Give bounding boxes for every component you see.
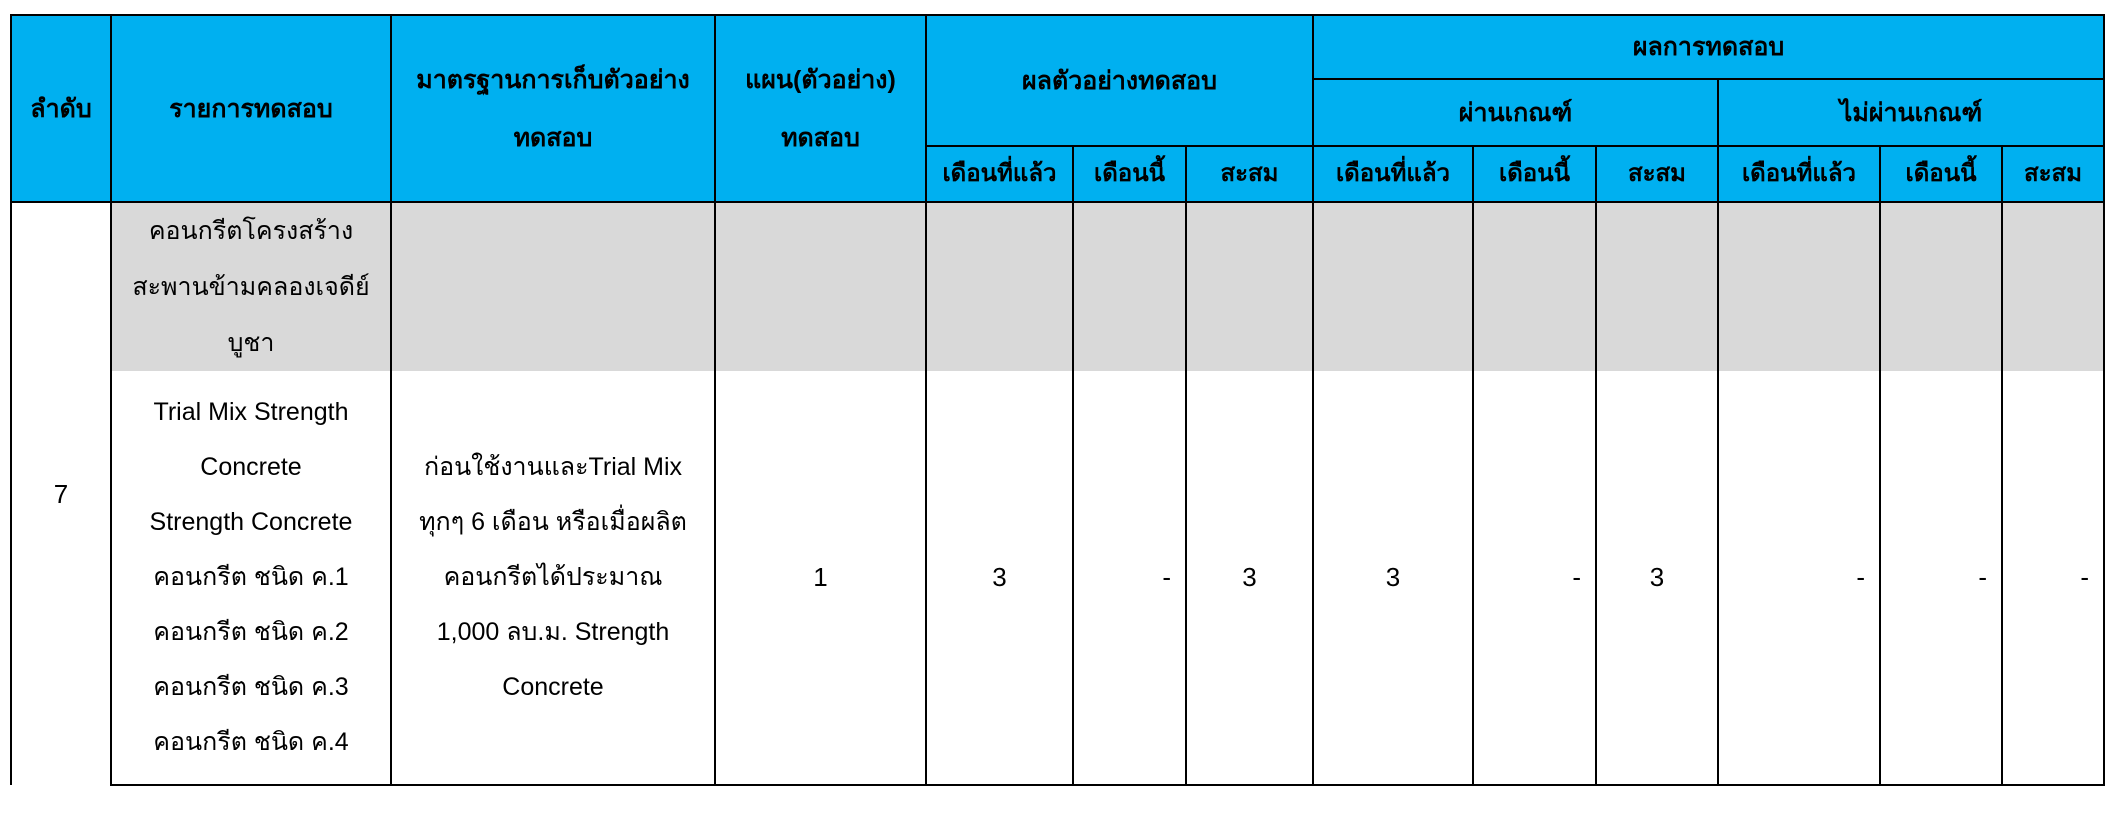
header-order-column: ลำดับ [11, 15, 111, 202]
header-row-1 [11, 15, 2104, 79]
test-report-table [10, 14, 2105, 786]
standard-line3: คอนกรีตได้ประมาณ [443, 563, 663, 591]
section-empty-pass-this-month [1473, 202, 1596, 371]
section-empty-pass-cumulative [1596, 202, 1718, 371]
section-title-line1: คอนกรีตโครงสร้าง [148, 217, 354, 245]
section-empty-fail-this-month [1880, 202, 2002, 371]
header-pass-cumulative: สะสม [1596, 146, 1718, 202]
header-sample-last-month: เดือนที่แล้ว [926, 146, 1073, 202]
test-item-line2: Concrete [200, 453, 302, 481]
cell-section-title [111, 202, 391, 371]
header-group-fail: ไม่ผ่านเกณฑ์ [1718, 79, 2104, 146]
header-sample-this-month: เดือนนี้ [1073, 146, 1186, 202]
section-empty-sample-last-month [926, 202, 1073, 371]
standard-line4: 1,000 ลบ.ม. Strength [436, 618, 670, 646]
header-standard-column [391, 15, 715, 202]
header-fail-cumulative: สะสม [2002, 146, 2104, 202]
header-plan-line1: แผน(ตัวอย่าง) [745, 65, 896, 94]
cell-sampling-standard [391, 371, 715, 785]
section-empty-fail-cumulative [2002, 202, 2104, 371]
header-plan-line2: ทดสอบ [781, 123, 860, 152]
section-row [11, 202, 2104, 371]
data-row [11, 371, 2104, 785]
section-empty-standard [391, 202, 715, 371]
cell-fail-cumulative: - [2002, 371, 2104, 785]
header-fail-last-month: เดือนที่แล้ว [1718, 146, 1880, 202]
header-standard-line2: ทดสอบ [513, 123, 593, 152]
header-standard-line1: มาตรฐานการเก็บตัวอย่าง [416, 65, 690, 94]
standard-line5: Concrete [502, 673, 604, 701]
header-plan-column [715, 15, 926, 202]
cell-sample-last-month: 3 [926, 371, 1073, 785]
cell-order-number: 7 [11, 202, 111, 785]
cell-fail-this-month: - [1880, 371, 2002, 785]
test-item-line5: คอนกรีต ชนิด ค.2 [153, 618, 349, 646]
test-item-line4: คอนกรีต ชนิด ค.1 [153, 563, 349, 591]
cell-pass-last-month: 3 [1313, 371, 1473, 785]
test-item-line6: คอนกรีต ชนิด ค.3 [153, 673, 349, 701]
header-group-sample-results: ผลตัวอย่างทดสอบ [926, 15, 1313, 146]
cell-pass-cumulative: 3 [1596, 371, 1718, 785]
header-test-item-column: รายการทดสอบ [111, 15, 391, 202]
cell-fail-last-month: - [1718, 371, 1880, 785]
cell-plan-value: 1 [715, 371, 926, 785]
section-title-line3: บูชา [227, 329, 275, 357]
section-empty-sample-cumulative [1186, 202, 1313, 371]
section-title-line2: สะพานข้ามคลองเจดีย์ [132, 273, 370, 301]
section-empty-pass-last-month [1313, 202, 1473, 371]
test-item-line1: Trial Mix Strength [153, 398, 349, 426]
standard-line2: ทุกๆ 6 เดือน หรือเมื่อผลิต [419, 508, 687, 536]
header-group-pass: ผ่านเกณฑ์ [1313, 79, 1718, 146]
cell-test-item-list [111, 371, 391, 785]
header-pass-last-month: เดือนที่แล้ว [1313, 146, 1473, 202]
header-fail-this-month: เดือนนี้ [1880, 146, 2002, 202]
test-item-line3: Strength Concrete [149, 508, 353, 536]
cell-sample-cumulative: 3 [1186, 371, 1313, 785]
header-sample-cumulative: สะสม [1186, 146, 1313, 202]
header-pass-this-month: เดือนนี้ [1473, 146, 1596, 202]
cell-pass-this-month: - [1473, 371, 1596, 785]
standard-line1: ก่อนใช้งานและTrial Mix [423, 453, 683, 481]
section-empty-fail-last-month [1718, 202, 1880, 371]
header-group-test-results: ผลการทดสอบ [1313, 15, 2104, 79]
test-item-line7: คอนกรีต ชนิด ค.4 [153, 728, 349, 756]
section-empty-plan [715, 202, 926, 371]
section-empty-sample-this-month [1073, 202, 1186, 371]
cell-sample-this-month: - [1073, 371, 1186, 785]
